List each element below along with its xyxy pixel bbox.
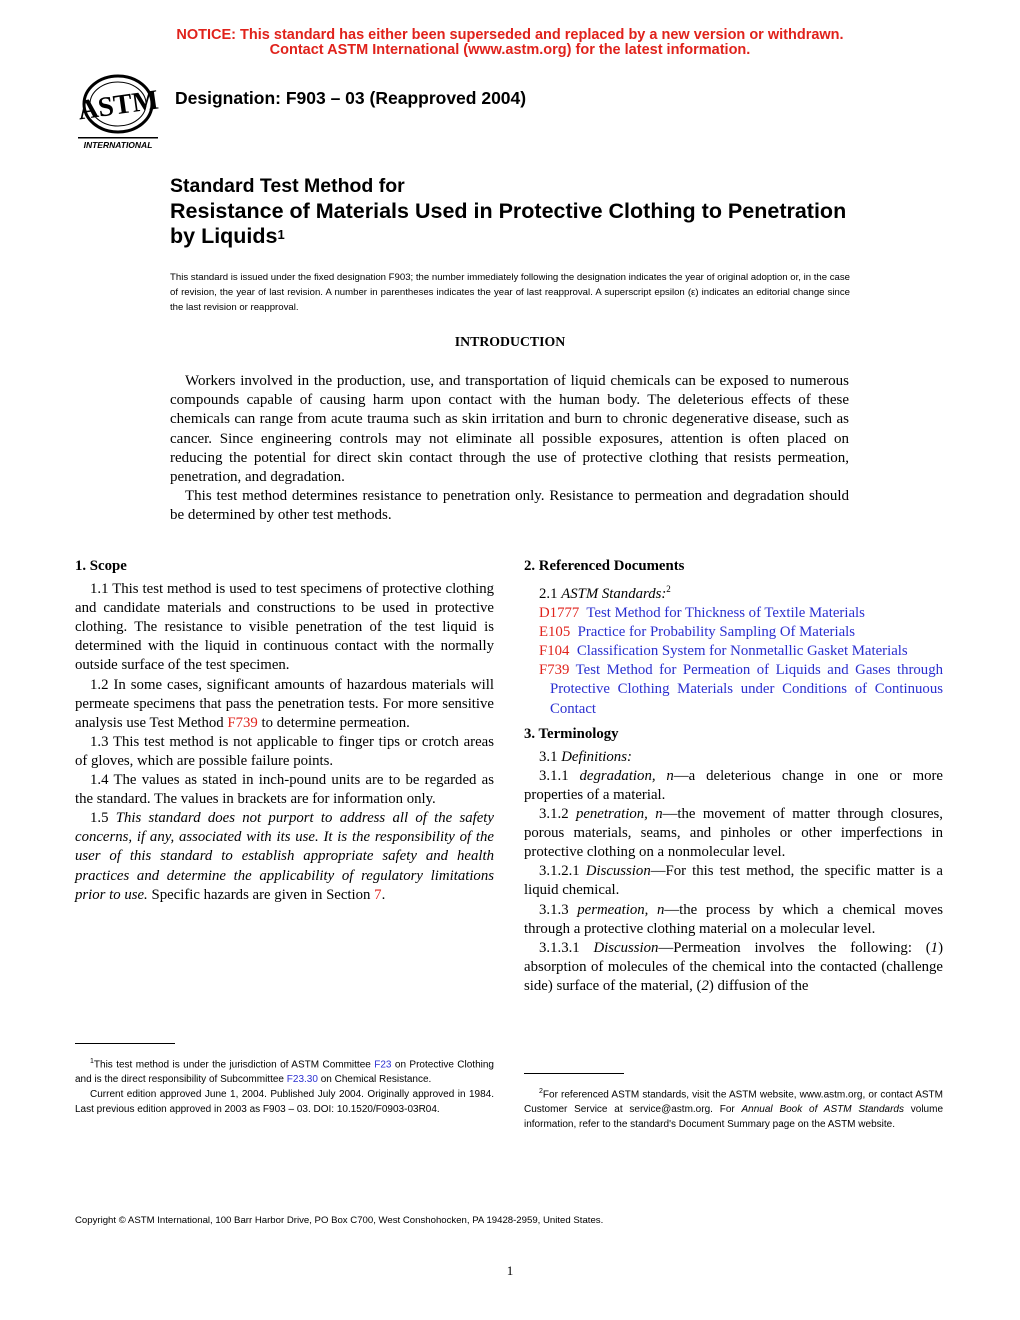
title-main: Resistance of Materials Used in Protective Clothing to Penetration by Liquids — [170, 199, 847, 248]
notice-line-2: Contact ASTM International (www.astm.org) for the latest information. — [269, 42, 751, 58]
f23-30-link[interactable]: F23.30 — [286, 1074, 318, 1086]
left-column — [75, 557, 494, 905]
discussion-penetration: 3.1.2.1 Discussion—For this test method, the specific matter is a liquid chemical. — [524, 863, 943, 899]
definition-permeation: 3.1.3 permeation, n—the process by which a chemical moves through a protective clothing material on a molecular level. — [524, 901, 943, 937]
page-number: 1 — [506, 1263, 514, 1278]
section-1-1: 1.1 This test method is used to test specimens of protective clothing and candidate materials and constructions to be used in protective clothing. The resistance to visible penetration of the test liquid is determined with the liquid in continuous contact with the normally outside surface of the test specimen. — [75, 581, 494, 674]
section-2-1: 2.1 ASTM Standards:$^2$ — [539, 584, 671, 603]
title-footnote-mark: 1 — [277, 227, 285, 242]
terminology-heading: 3. Terminology — [524, 725, 619, 742]
title-line-1: Standard Test Method for — [170, 175, 405, 197]
introduction-body — [170, 372, 849, 526]
issued-note: This standard is issued under the fixed designation F903; the number immediately following the designation indicates the year of original adoption or, in the case of revision, the year of last revision. A number in parentheses indicates the year of last reapproval. A superscript epsilon (ε) indicates an editorial change since the last revision or reapproval. — [170, 272, 850, 313]
f23-link[interactable]: F23 — [374, 1059, 392, 1071]
footnote-2: $^2$For referenced ASTM standards, visit the ASTM website, www.astm.org, or contact ASTM Customer Service at service@astm.org. For Annual Book of ASTM Standards volume information, refer to the standard's Document Summary page on the ASTM website. — [524, 1088, 943, 1130]
definition-penetration: 3.1.2 penetration, n—the movement of matter through closures, porous materials, seams, and pinholes or other imperfections in protective clothing on a nonmolecular level. — [524, 806, 943, 861]
f739-link[interactable]: F739 — [227, 714, 258, 731]
section-3-1: 3.1 Definitions: — [539, 748, 632, 765]
section-1-5: 1.5 This standard does not purport to address all of the safety concerns, if any, associated with its use. It is the responsibility of the user of this standard to establish appropriate safety and health practices and determine the applicability of regulatory limitations prior to use. Specific hazards are given in Section 7. — [75, 810, 494, 903]
intro-paragraph-1: Workers involved in the production, use, and transportation of liquid chemicals can be exposed to numerous compounds capable of causing harm upon contact with the human body. The deleterious effects of these chemicals can range from acute trauma such as skin irritation and burn to chronic degenerative disease, such as cancer. Since engineering controls may not eliminate all possible exposures, attention is often placed on reducing the potential for direct skin contact through the use of protective clothing that resists permeation, penetration, and degradation. — [170, 373, 849, 486]
section-1-2: 1.2 In some cases, significant amounts of hazardous materials will permeate specimens that pass the penetration tests. For more sensitive analysis use Test Method F739 to determine permeation. — [75, 676, 494, 731]
scope-heading: 1. Scope — [75, 558, 127, 574]
ref-e105[interactable]: E105 Practice for Probability Sampling Of Materials — [539, 624, 856, 641]
astm-logo — [72, 74, 164, 152]
ref-d1777[interactable]: D1777 Test Method for Thickness of Textile Materials — [539, 605, 865, 622]
designation: Designation: F903 – 03 (Reapproved 2004) — [175, 88, 527, 108]
svg-text:ASTM: ASTM — [75, 84, 161, 127]
discussion-permeation: 3.1.3.1 Discussion—Permeation involves the following: (1) absorption of molecules of the chemical into the contacted (challenge side) surface of the material, (2) diffusion of the — [524, 939, 944, 994]
footnote-1-edition: Current edition approved June 1, 2004. Published July 2004. Originally approved in 1984. Last previous edition approved in 2003 as F903 – 03. DOI: 10.1520/F0903-03R04. — [75, 1088, 494, 1115]
definition-degradation: 3.1.1 degradation, n—a deleterious change in one or more properties of a material. — [524, 767, 944, 803]
footnote-rule-left — [75, 1043, 175, 1044]
copyright: Copyright © ASTM International, 100 Barr Harbor Drive, PO Box C700, West Conshohocken, PA 19428-2959, United States. — [75, 1215, 604, 1226]
section-1-4: 1.4 The values as stated in inch-pound units are to be regarded as the standard. The values in brackets are for information only. — [75, 772, 494, 808]
section-7-link[interactable]: 7 — [374, 886, 382, 903]
document-title — [170, 199, 870, 249]
section-1-3: 1.3 This test method is not applicable to finger tips or crotch areas of gloves, which are possible failure points. — [75, 733, 494, 769]
referenced-documents-heading: 2. Referenced Documents — [524, 558, 685, 574]
ref-f739[interactable]: F739 Test Method for Permeation of Liquids and Gases through Protective Clothing Materials under Conditions of Continuous Contact — [539, 662, 944, 717]
right-column — [524, 557, 943, 996]
ref-f104[interactable]: F104 Classification System for Nonmetallic Gasket Materials — [539, 643, 908, 660]
intro-paragraph-2: This test method determines resistance to penetration only. Resistance to permeation and degradation should be determined by other test methods. — [170, 488, 849, 524]
footnote-1: $^1$This test method is under the jurisdiction of ASTM Committee F23 on Protective Clothing and is the direct responsibility of Subcommittee F23.30 on Chemical Resistance. Current edition approved June 1, 2004. Published July 2004. Originally approved in 1984. Last previous edition approved in 2003 as F903 – 03. DOI: 10.1520/F0903-03R04. — [75, 1055, 494, 1118]
footnote-rule-right — [524, 1073, 624, 1074]
introduction-heading: INTRODUCTION — [454, 334, 566, 349]
svg-text:INTERNATIONAL: INTERNATIONAL — [83, 140, 153, 150]
notice-line-1: NOTICE: This standard has either been superseded and replaced by a new version or withdrawn. — [176, 27, 844, 43]
